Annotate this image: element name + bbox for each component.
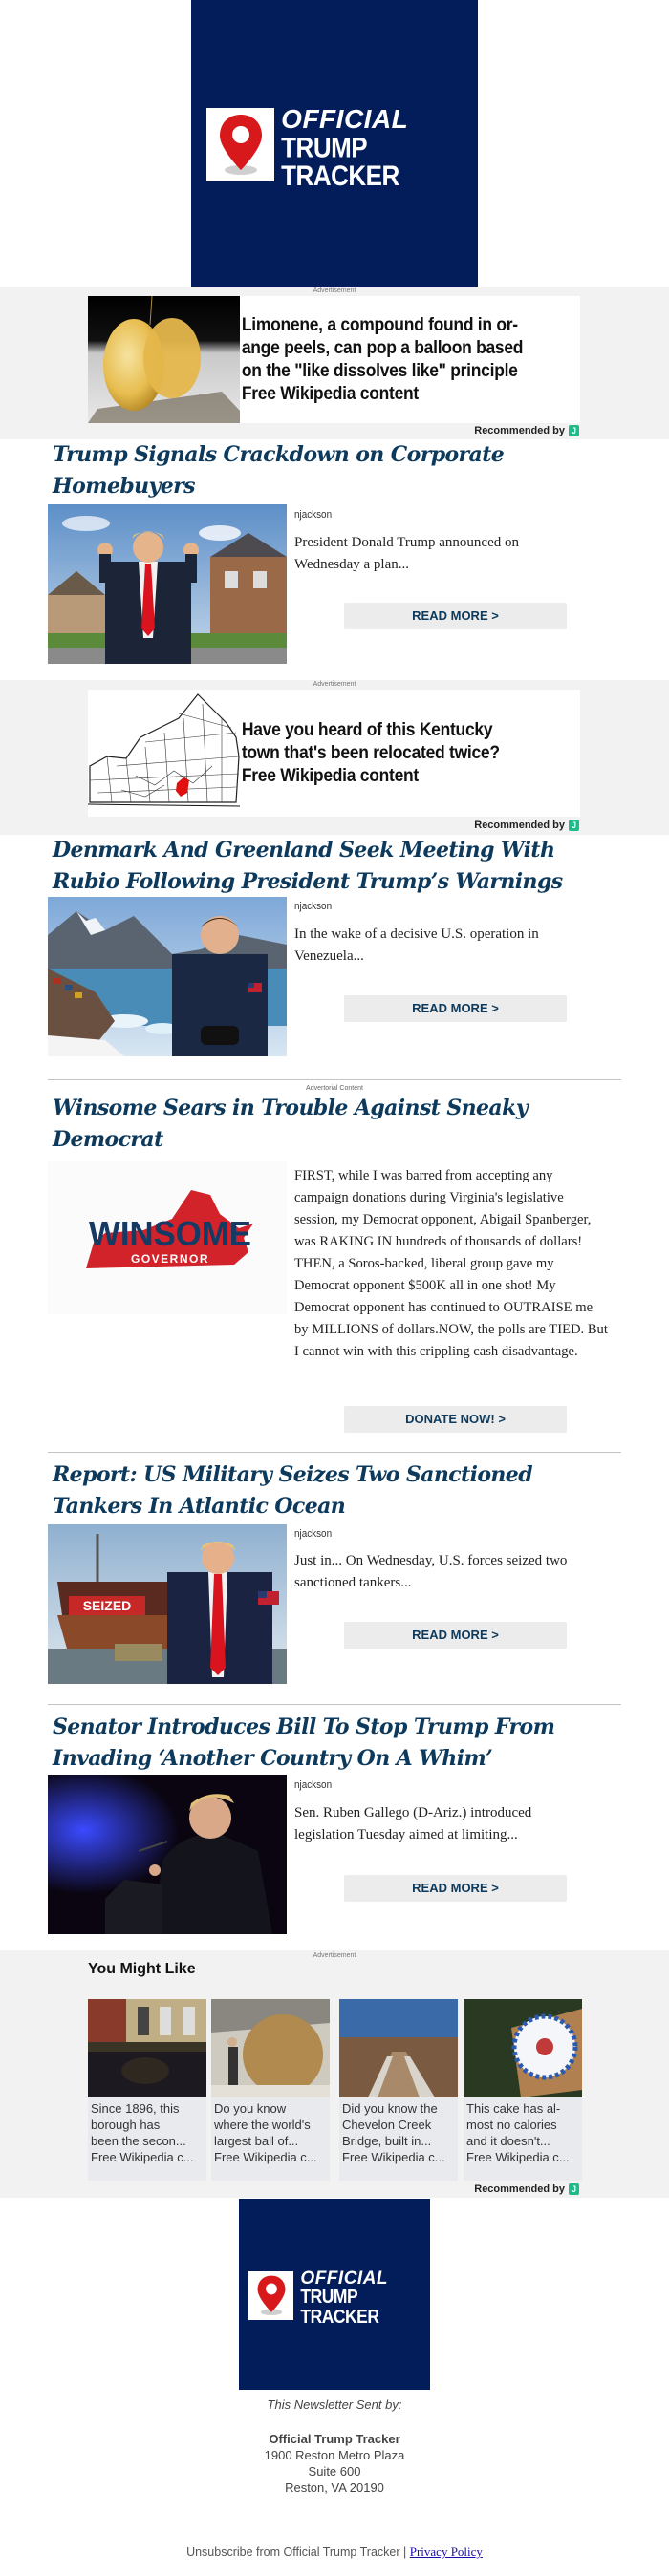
brand-logo[interactable]	[191, 0, 478, 287]
twine-ball-photo	[211, 1999, 330, 2097]
article-author: njackson	[294, 1779, 333, 1791]
card-text-line: Chevelon Creek	[342, 2118, 432, 2132]
recommended-by[interactable]	[474, 425, 579, 436]
article-title[interactable]: Denmark And Greenland Seek Meeting With Rubio Following President Trump’s Warnings	[53, 838, 563, 894]
article-author: njackson	[294, 901, 333, 912]
ad-label: Advertisement	[313, 681, 356, 688]
address-line3: Reston, VA 20190	[285, 2480, 384, 2495]
article-excerpt: Sen. Ruben Gallego (D-Ariz.) introduced legislation Tuesday aimed at limiting...	[294, 1805, 532, 1842]
header	[0, 0, 669, 287]
article-card	[0, 439, 669, 680]
article-title[interactable]: Report: US Military Seizes Two Sanctioned Tankers In Atlantic Ocean	[53, 1462, 532, 1519]
kentucky-county-map	[88, 690, 240, 817]
recommended-by[interactable]	[474, 2183, 579, 2195]
org-address	[0, 2431, 669, 2496]
trump-houses-photo[interactable]	[48, 504, 287, 664]
card-text-line: most no calories	[466, 2118, 557, 2132]
ad-section-middle	[0, 680, 669, 835]
recommended-by-label: Recommended by	[474, 820, 565, 831]
newsletter-sent-by: This Newsletter Sent by:	[267, 2397, 402, 2412]
ad-headline-line: Limonene, a compound found in or-	[241, 314, 518, 335]
recommended-by-label: Recommended by	[474, 425, 565, 436]
card-source: Free Wikipedia c...	[214, 2150, 317, 2164]
recommendation-card[interactable]	[211, 1999, 330, 2181]
card-text-line: Did you know the	[342, 2101, 438, 2116]
card-text-line: This cake has al-	[466, 2101, 561, 2116]
recommendation-card[interactable]	[464, 1999, 582, 2181]
article-card	[0, 1452, 669, 1704]
yellow-balloon-image	[88, 296, 240, 423]
card-text-line: been the secon...	[91, 2134, 186, 2148]
ad-source: Free Wikipedia content	[241, 765, 419, 786]
address-line2: Suite 600	[308, 2464, 361, 2479]
recommended-by-label: Recommended by	[474, 2183, 565, 2195]
card-text-line: largest ball of...	[214, 2134, 299, 2148]
svg-text:GOVERNOR: GOVERNOR	[130, 1252, 210, 1266]
address-line1: 1900 Reston Metro Plaza	[264, 2448, 405, 2462]
unsubscribe-link[interactable]: Unsubscribe from Official Trump Tracker	[186, 2545, 400, 2559]
article-title[interactable]: Trump Signals Crackdown on Corporate Homebuyers	[53, 442, 505, 499]
card-text-line: borough has	[91, 2118, 161, 2132]
recommendation-card[interactable]	[88, 1999, 206, 2181]
ad-card-kentucky[interactable]	[88, 690, 580, 817]
card-source: Free Wikipedia c...	[91, 2150, 194, 2164]
advertorial-label: Advertorial Content	[306, 1085, 363, 1092]
footer-brand-logo[interactable]	[239, 2199, 430, 2390]
advertorial-body: FIRST, while I was barred from accepting any campaign donations during Virginia's legislative session, my Democrat opponent, Abigail Spanberger, was RAKING IN hundreds of thousands of dollars! THEN, a Soros-backed, liberal group gave my Democrat opponent $500K all in one shot! My Democrat opponent has continued to OUTRAISE me by MILLIONS of dollars.NOW, the polls are TIED. But I cannot win with this crippling cash disadvantage.	[294, 1168, 608, 1359]
recommender-logo-icon: J	[569, 425, 579, 436]
you-might-like-title: You Might Like	[88, 1961, 196, 1977]
card-source: Free Wikipedia c...	[466, 2150, 570, 2164]
read-more-button[interactable]: READ MORE >	[344, 603, 567, 629]
map-pin-icon	[206, 108, 274, 181]
ad-card-limonene[interactable]	[88, 296, 580, 423]
card-source: Free Wikipedia c...	[342, 2150, 445, 2164]
logo-word: WINSOME	[89, 1214, 251, 1253]
card-text-line: Since 1896, this	[91, 2101, 180, 2116]
org-name: Official Trump Tracker	[269, 2432, 400, 2446]
article-author: njackson	[294, 1528, 333, 1540]
ad-headline-line: on the "like dissolves like" principle	[241, 360, 518, 381]
ad-label: Advertisement	[313, 287, 356, 294]
ad-source: Free Wikipedia content	[241, 383, 419, 404]
privacy-policy-link[interactable]: Privacy Policy	[409, 2544, 483, 2559]
ad-headline-line: ange peels, can pop a balloon based	[241, 337, 524, 358]
cake-plate-photo	[464, 1999, 582, 2097]
advertorial-card	[0, 1079, 669, 1452]
article-author: njackson	[294, 509, 333, 521]
rubio-greenland-photo[interactable]	[48, 897, 287, 1056]
map-pin-icon	[248, 2271, 293, 2320]
ad-headline-line: town that's been relocated twice?	[241, 742, 500, 763]
recommender-logo-icon: J	[569, 2183, 579, 2195]
trump-tanker-seized-photo[interactable]	[48, 1524, 287, 1684]
trump-podium-photo[interactable]	[48, 1775, 287, 1934]
article-card	[0, 1704, 669, 1957]
article-excerpt: Just in... On Wednesday, U.S. forces seized two sanctioned tankers...	[294, 1553, 568, 1590]
recommender-logo-icon: J	[569, 820, 579, 831]
article-excerpt: In the wake of a decisive U.S. operation in Venezuela...	[294, 926, 539, 964]
read-more-button[interactable]: READ MORE >	[344, 1875, 567, 1902]
article-excerpt: President Donald Trump announced on Wednesday a plan...	[294, 535, 519, 572]
winsome-governor-logo[interactable]	[48, 1161, 287, 1314]
ad-section-top	[0, 287, 669, 439]
footer	[0, 2199, 669, 2570]
read-more-button[interactable]: READ MORE >	[344, 1622, 567, 1649]
street-photo	[88, 1999, 206, 2097]
footer-links	[0, 2544, 669, 2560]
brand-line2: TRUMP TRACKER	[281, 130, 399, 193]
card-text-line: Do you know	[214, 2101, 287, 2116]
brand-line1: OFFICIAL	[281, 104, 409, 134]
link-separator: |	[399, 2545, 410, 2559]
article-card	[0, 835, 669, 1079]
card-text-line: Bridge, built in...	[342, 2134, 432, 2148]
card-text-line: and it doesn't...	[466, 2134, 550, 2148]
bridge-photo	[339, 1999, 458, 2097]
seized-banner-text: SEIZED	[82, 1598, 132, 1613]
article-title[interactable]: Senator Introduces Bill To Stop Trump From Invading ‘Another Country On A Whim’	[53, 1714, 555, 1771]
brand-line1: OFFICIAL	[300, 2268, 389, 2289]
brand-line2: TRUMP TRACKER	[300, 2285, 379, 2327]
card-text-line: where the world's	[214, 2118, 311, 2132]
read-more-button[interactable]: READ MORE >	[344, 995, 567, 1022]
recommended-by[interactable]	[474, 820, 579, 831]
ad-label: Advertisement	[313, 1952, 356, 1959]
ad-headline-line: Have you heard of this Kentucky	[241, 719, 493, 740]
donate-now-button[interactable]: DONATE NOW! >	[344, 1406, 567, 1433]
recommendation-card[interactable]	[339, 1999, 458, 2181]
article-title[interactable]: Winsome Sears in Trouble Against Sneaky Democrat	[53, 1096, 528, 1152]
